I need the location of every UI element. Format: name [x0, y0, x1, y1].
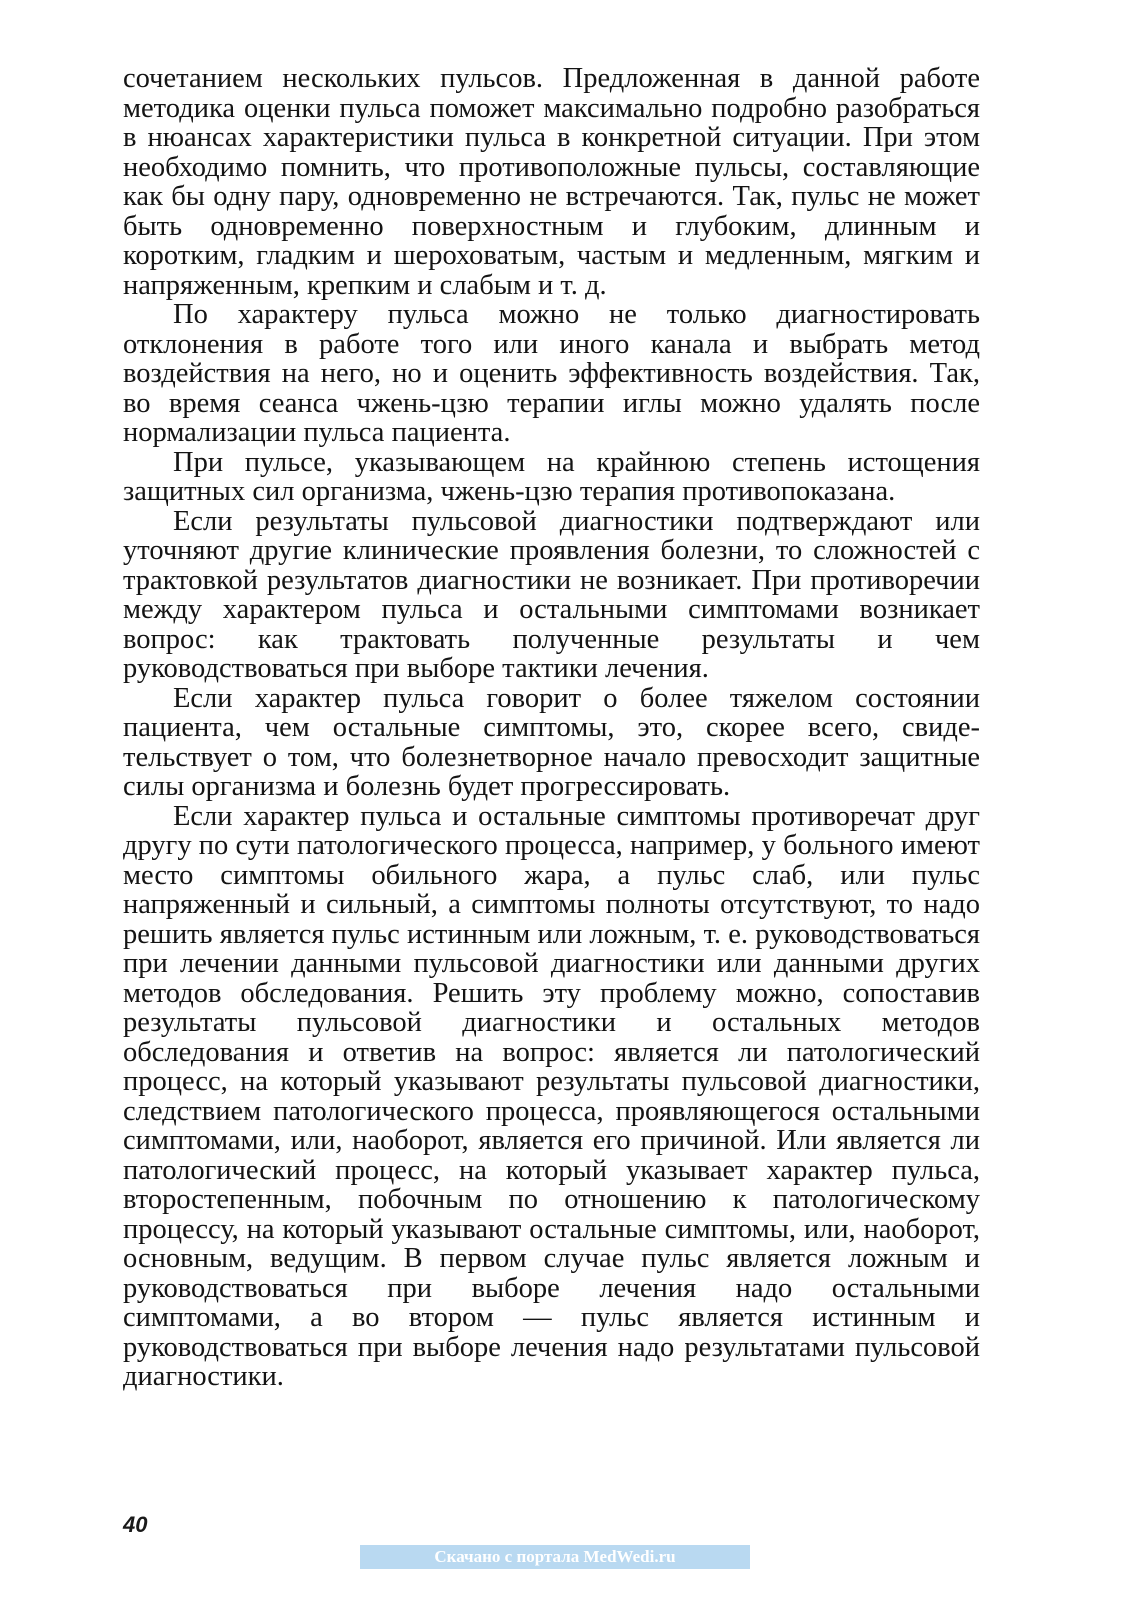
paragraph: При пульсе, указывающем на крайнюю степень истощения защитных сил организма, чжень-цзю терапия противопоказана. [123, 446, 980, 507]
page-body [123, 64, 980, 1392]
paragraph: Если характер пульса говорит о более тяжелом состоянии пациента, чем остальные симптомы, это, скорее всего, свидетельствует о том, что болезнетворное начало превосходит защитные силы организма и болезнь будет прогрессировать. [123, 682, 980, 802]
paragraph: Если результаты пульсовой диагностики подтверждают или уточняют другие клинические проявления болезни, то сложностей с трактовкой результатов диагностики не возникает. При противоречии между характером пульса и остальными симптомами возникает вопрос: как трактовать полученные результаты и чем руководствоваться при выборе тактики лечения. [123, 505, 980, 684]
paragraph: По характеру пульса можно не только диагностировать отклонения в работе того или иного канала и выбрать метод воздействия на него, но и оценить эффективность воздействия. Так, во время сеанса чжень-цзю терапии иглы можно удалять после нормализации пульса пациента. [123, 299, 980, 448]
paragraph-continuation: сочетанием нескольких пульсов. Предложенная в данной работе методика оценки пульса поможет максимально подробно разобраться в нюансах характеристики пульса в конкретной ситуации. При этом необходимо помнить, что противоположные пульсы, составляющие как бы одну пару, одновременно не встречаются. Так, пульс не может быть одновременно поверхностным и глубоким, длинным и коротким, гладким и шероховатым, частым и медленным, мягким и напряженным, крепким и слабым и т. д. [123, 63, 980, 301]
paragraph: Если характер пульса и остальные симптомы противоречат друг другу по сути патологического процесса, например, у больного имеют место симптомы обильного жара, а пульс слаб, или пульс напряженный и сильный, а симптомы полноты отсутствуют, то надо решить является пульс истинным или ложным, т. е. руководствоваться при лечении данными пульсовой диагностики или данными других методов обследования. Решить эту проблему можно, сопоставив результаты пульсовой диагностики и остальных методов обследования и ответив на вопрос: является ли патологический процесс, на который указывают результаты пульсовой диагностики, следствием патологического процесса, проявляющегося остальными симптомами, или, наоборот, является его причиной. Или является ли патологический процесс, на который указывает характер пульса, второстепенным, побочным по отношению к патологическому процессу, на который указывают остальные симптомы, или, наоборот, основным, ведущим. В первом случае пульс является ложным и руководствоваться при выборе лечения надо остальными симптомами, а во втором — пульс является истинным и руководствоваться при выборе лечения надо результатами пульсовой диагностики. [123, 800, 980, 1392]
page-number: 40 [123, 1512, 148, 1537]
download-watermark: Скачано с портала MedWedi.ru [360, 1545, 750, 1569]
